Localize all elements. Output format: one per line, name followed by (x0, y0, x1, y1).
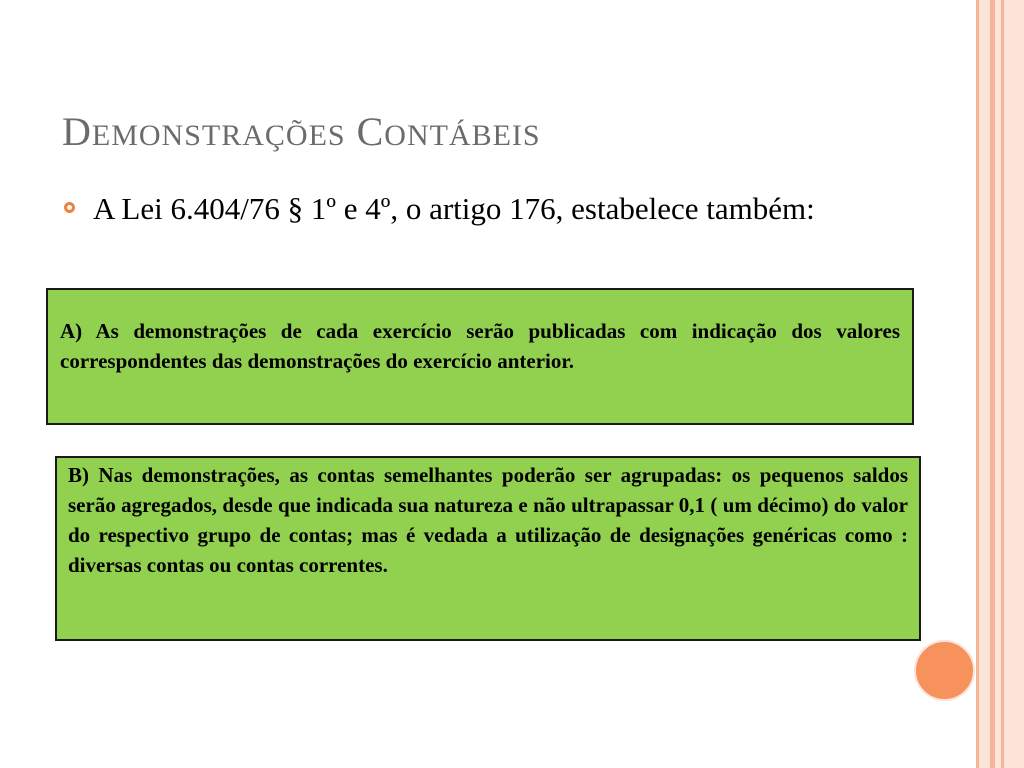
title-rest-1: EMONSTRAÇÕES (91, 119, 346, 152)
orange-circle-decoration (914, 640, 975, 701)
text-box-b: B) Nas demonstrações, as contas semelhantes poderão ser agrupadas: os pequenos saldos serão agregados, desde que indicada sua natureza e não ultrapassar 0,1 ( um décimo) do valor do respectivo grupo de contas; mas é vedada a utilização de designações genéricas como : diversas contas ou contas correntes. (55, 456, 921, 641)
text-box-a: A) As demonstrações de cada exercício serão publicadas com indicação dos valores correspondentes das demonstrações do exercício anterior. (46, 288, 914, 425)
title-initial-1: D (62, 109, 92, 154)
stripe (1004, 0, 1024, 768)
decorative-side-stripes (976, 0, 1024, 768)
title-initial-2: C (356, 109, 385, 154)
bullet-text: A Lei 6.404/76 § 1º e 4º, o artigo 176, estabelece também: (93, 191, 815, 226)
slide-title (62, 108, 541, 155)
stripe (979, 0, 990, 768)
title-rest-2: ONTÁBEIS (384, 119, 541, 152)
orange-ring-bullet-icon (64, 202, 75, 213)
